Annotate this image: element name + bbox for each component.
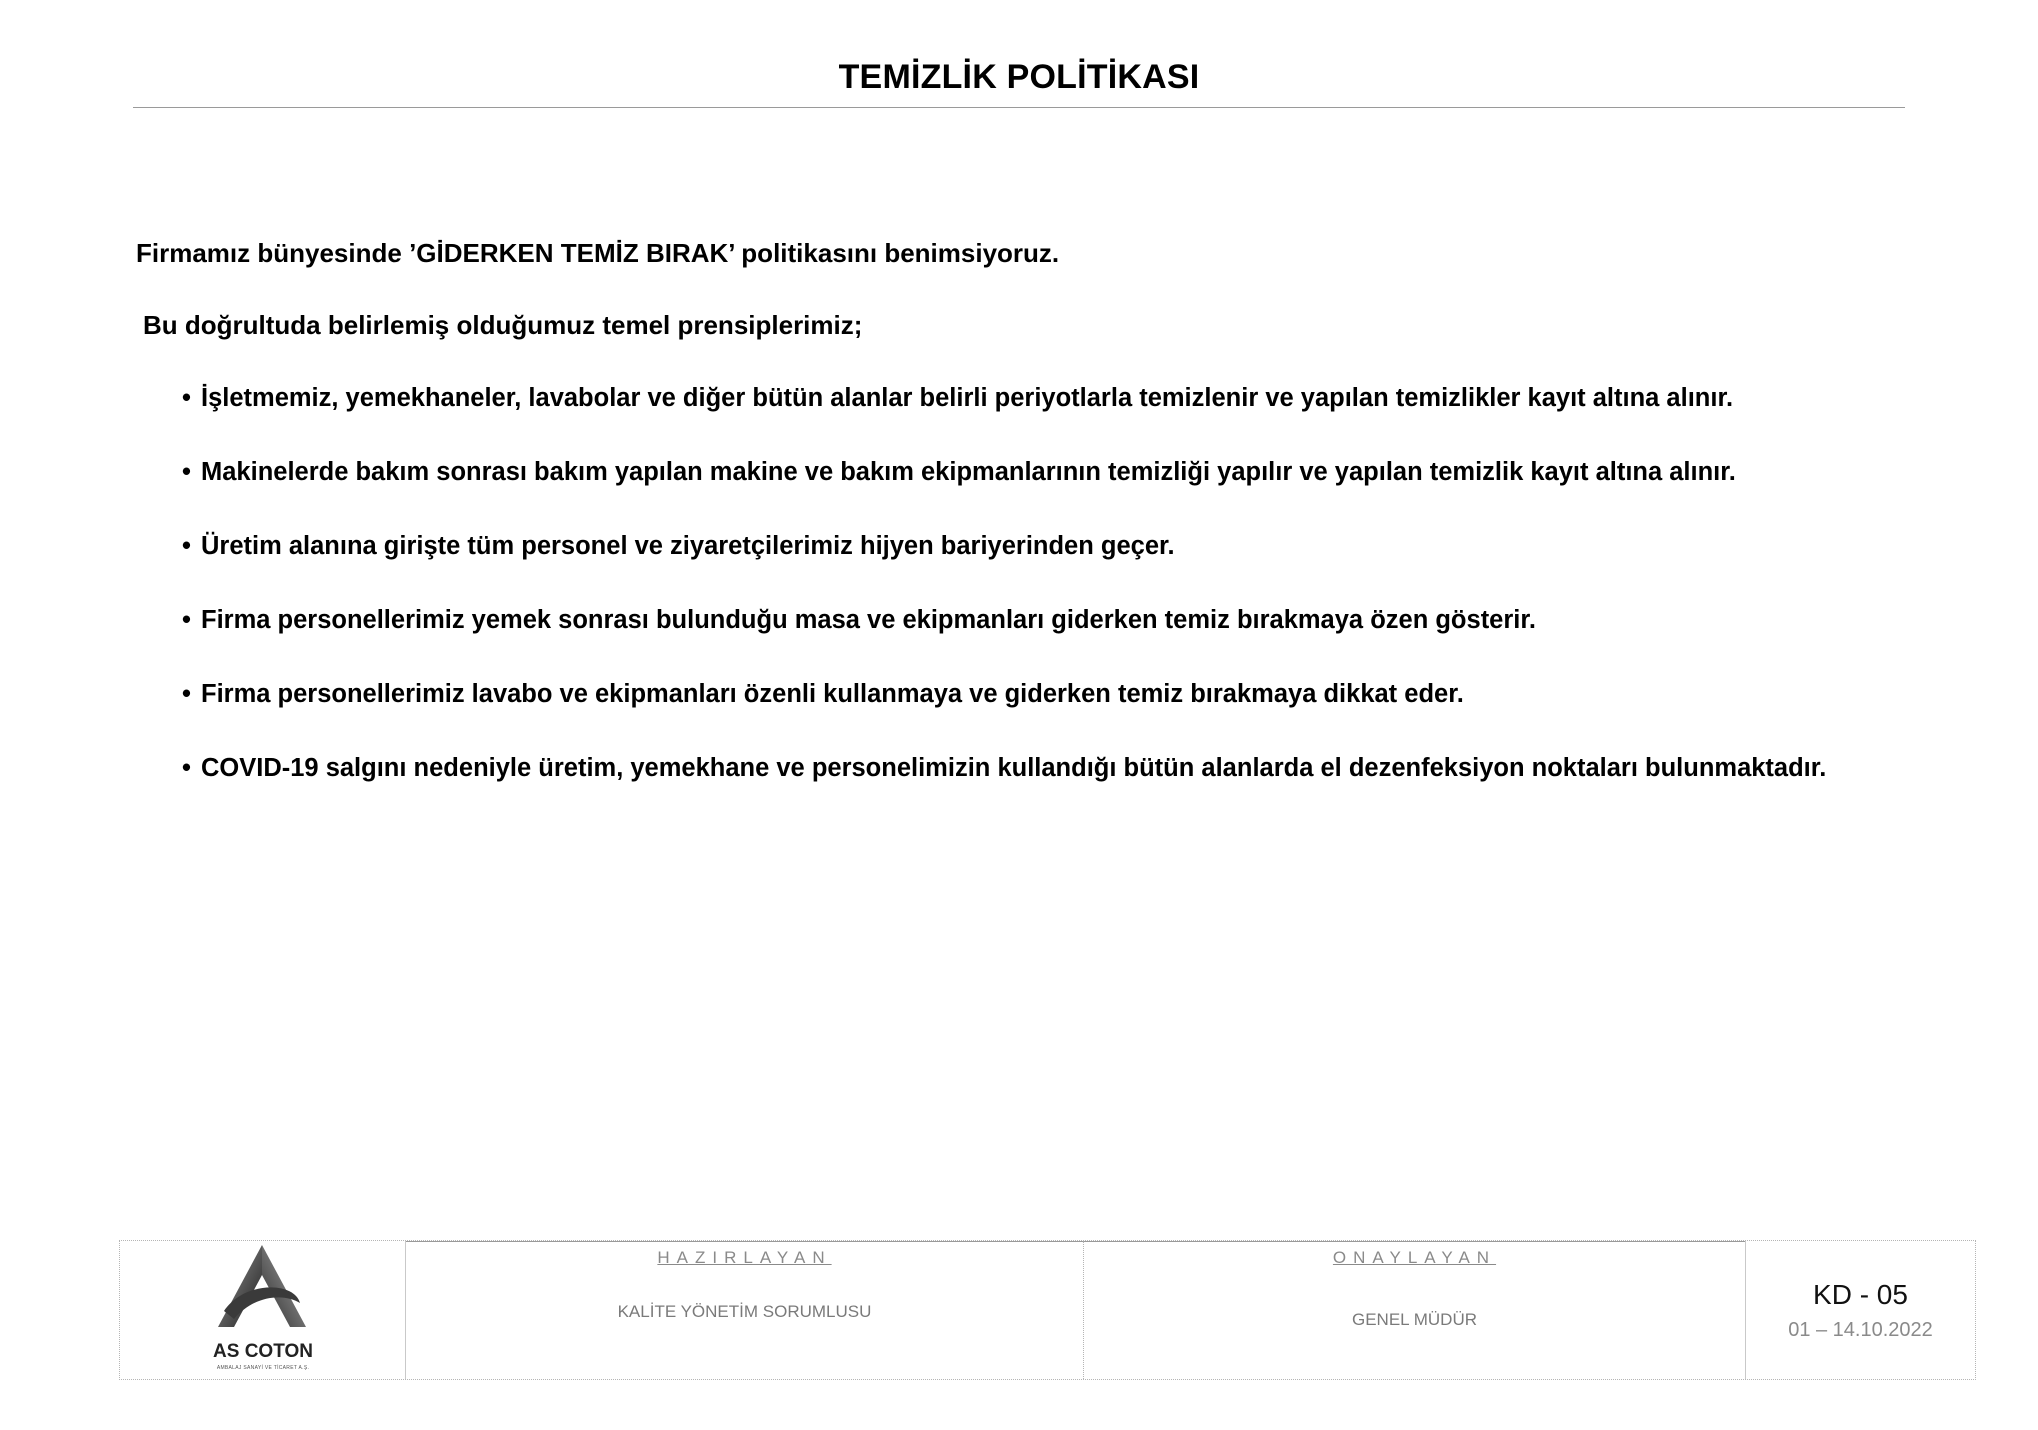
principle-text: Makinelerde bakım sonrası bakım yapılan makine ve bakım ekipmanlarının temizliği yapılır ve yapılan temizlik kayıt altına alınır. [201, 458, 1736, 486]
principle-item [182, 678, 1826, 752]
approved-by-role: GENEL MÜDÜR [1352, 1310, 1477, 1329]
principle-text: Firma personellerimiz lavabo ve ekipmanları özenli kullanmaya ve giderken temiz bırakmaya dikkat eder. [201, 680, 1464, 708]
principle-text: İşletmemiz, yemekhaneler, lavabolar ve diğer bütün alanlar belirli periyotlarla temizlenir ve yapılan temizlikler kayıt altına alınır. [201, 384, 1734, 412]
bullet-icon: • [182, 754, 191, 782]
document-code-cell [1745, 1241, 1975, 1379]
company-name: AS COTON [213, 1341, 313, 1362]
bullet-icon: • [182, 532, 191, 560]
approved-by-cell [1084, 1241, 1745, 1379]
document-code: KD - 05 [1813, 1279, 1908, 1310]
bullet-icon: • [182, 606, 191, 634]
intro-paragraph: Firmamız bünyesinde ’GİDERKEN TEMİZ BIRAK’ politikasını benimsiyoruz. [136, 238, 1060, 268]
as-coton-logo-icon [204, 1241, 322, 1339]
principle-item [182, 752, 1826, 826]
logo-cell [120, 1241, 406, 1379]
principles-intro: Bu doğrultuda belirlemiş olduğumuz temel prensiplerimiz; [143, 310, 863, 340]
title-divider [133, 107, 1905, 108]
principles-list [182, 382, 1826, 826]
prepared-by-header: HAZIRLAYAN [657, 1248, 832, 1267]
principle-item [182, 604, 1826, 678]
revision-date: 01 – 14.10.2022 [1788, 1319, 1933, 1341]
principle-item [182, 382, 1826, 456]
principle-item [182, 530, 1826, 604]
document-title: TEMİZLİK POLİTİKASI [838, 58, 1200, 96]
bullet-icon: • [182, 384, 191, 412]
bullet-icon: • [182, 458, 191, 486]
approved-by-header: ONAYLAYAN [1332, 1248, 1497, 1267]
principle-item [182, 456, 1826, 530]
company-tagline: AMBALAJ SANAYİ VE TİCARET A.Ş. [216, 1365, 310, 1371]
prepared-by-role: KALİTE YÖNETİM SORUMLUSU [617, 1302, 872, 1321]
principle-text: Üretim alanına girişte tüm personel ve ziyaretçilerimiz hijyen bariyerinden geçer. [201, 532, 1175, 560]
principle-text: Firma personellerimiz yemek sonrası bulunduğu masa ve ekipmanları giderken temiz bırakmaya özen gösterir. [201, 606, 1536, 634]
footer-table [119, 1240, 1976, 1380]
prepared-by-cell [406, 1241, 1084, 1379]
bullet-icon: • [182, 680, 191, 708]
principle-text: COVID-19 salgını nedeniyle üretim, yemekhane ve personelimizin kullandığı bütün alanlarda el dezenfeksiyon noktaları bulunmaktadır. [201, 754, 1827, 782]
